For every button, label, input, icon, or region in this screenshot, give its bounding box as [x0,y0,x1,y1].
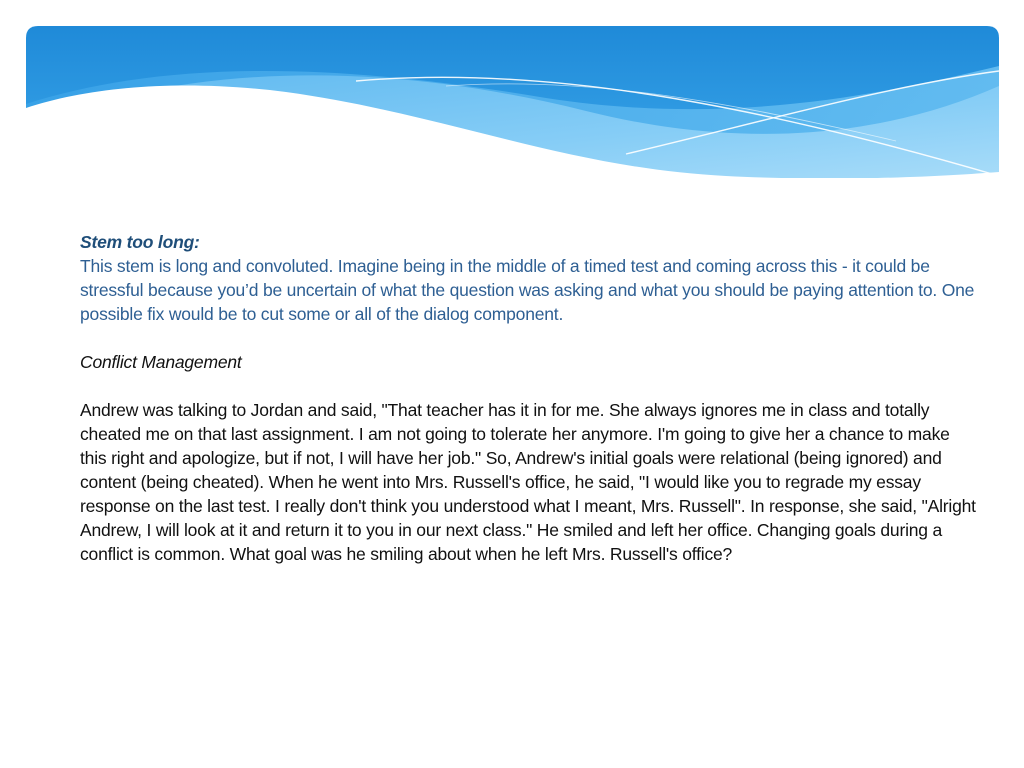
critique-heading: Stem too long: [80,232,200,252]
question-topic-title: Conflict Management [80,352,242,372]
critique-text: This stem is long and convoluted. Imagine being in the middle of a timed test and coming across this - it could be stressful because you’d be uncertain of what the question was asking and what you should be paying attention to. One possible fix would be to cut some or all of the dialog component. [80,256,975,324]
header-wave-banner [26,26,999,178]
question-stem-text: Andrew was talking to Jordan and said, "That teacher has it in for me. She always ignores me in class and totally cheated me on that last assignment. I am not going to tolerate her anymore. I'm going to give her a chance to make this right and apologize, but if not, I will have her job." So, Andrew's initial goals were relational (being ignored) and content (being cheated). When he went into Mrs. Russell's office, he said, "I would like you to regrade my essay response on the last test. I really don't think you understood what I meant, Mrs. Russell". In response, she said, "Alright Andrew, I will look at it and return it to you in our next class." He smiled and left her office. Changing goals during a conflict is common. What goal was he smiling about when he left Mrs. Russell's office? [80,400,976,564]
slide-content [80,230,980,566]
wave-graphic [26,26,999,178]
